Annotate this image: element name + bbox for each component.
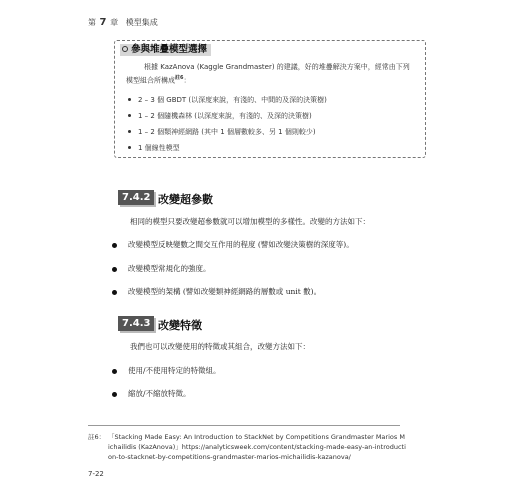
tip-list-item: [128, 128, 316, 137]
list-item: 使用/不使用特定的特徵組。: [128, 366, 221, 375]
bullet-dot-icon: [112, 267, 117, 272]
tip-list-item: [128, 144, 180, 153]
tip-list-item: [128, 96, 327, 105]
page-number: 7-22: [88, 470, 104, 478]
tip-paragraph-end: ：: [183, 76, 191, 85]
chapter-prefix: 第: [88, 18, 96, 27]
bullet-dot-icon: [128, 98, 131, 101]
chapter-number: 7: [99, 17, 107, 28]
tip-title: [120, 44, 211, 56]
tip-list-item: [128, 112, 312, 121]
bullet-dot-icon: [112, 243, 117, 248]
section-title: 改變特徵: [158, 319, 202, 332]
list-item: 改變模型常規化的強度。: [128, 264, 211, 273]
tip-title-text: 參與堆疊模型選擇: [131, 44, 208, 55]
bullet-dot-icon: [112, 369, 117, 374]
chapter-suffix: 章: [110, 18, 119, 27]
section-intro: 相同的模型只要改變超參數就可以增加模型的多樣性。改變的方法如下：: [130, 217, 370, 226]
list-item: 改變模型的架構 (譬如改變類神經網路的層數或 unit 數)。: [128, 287, 322, 296]
bullet-dot-icon: [112, 392, 117, 397]
section-intro: 我們也可以改變使用的特徵或其組合，改變方法如下：: [130, 342, 310, 351]
tip-list-item-text: 1 – 2 個隨機森林 (以深度來說，有淺的、及深的決策樹): [138, 112, 312, 120]
footnote-divider: [88, 425, 400, 426]
list-item: 縮放/不縮放特徵。: [128, 389, 191, 398]
list-item: 改變模型反映變數之間交互作用的程度 (譬如改變決策樹的深度等)。: [128, 240, 354, 249]
tip-list-item-text: 1 – 2 個類神經網路 (其中 1 個層數較多、另 1 個則較少): [138, 128, 316, 136]
bullet-dot-icon: [128, 114, 131, 117]
tip-list-item-text: 1 個線性模型: [138, 144, 180, 152]
section-title: 改變超參數: [158, 193, 213, 206]
section-number: 7.4.2: [118, 190, 154, 205]
footnote-label: 註6：: [88, 433, 106, 441]
tip-list-item-text: 2 – 3 個 GBDT (以深度來說，有淺的、中間的及深的決策樹): [138, 96, 327, 104]
chapter-title: 模型集成: [125, 18, 158, 27]
bullet-dot-icon: [112, 290, 117, 295]
tip-note-ref: 註6: [175, 75, 184, 81]
bullet-dot-icon: [128, 130, 131, 133]
tip-paragraph-text: 根據 KazAnova (Kaggle Grandmaster) 的建議，好的堆疊解決方案中，經常由下列模型組合所構成: [126, 63, 410, 85]
tip-paragraph: [126, 62, 416, 86]
tip-bullet-icon: [122, 46, 128, 52]
running-header: [88, 17, 158, 28]
section-number: 7.4.3: [118, 316, 154, 331]
bullet-dot-icon: [128, 146, 131, 149]
footnote-text: 「Stacking Made Easy: An Introduction to StackNet by Competitions Grandmaster Marios Michailidis (KazAnova)」https://analyticsweek.com/content/stacking-made-easy-an-introduction-to-stacknet-by-competitions-grandmaster-marios-michailidis-kazanova/: [108, 433, 406, 461]
